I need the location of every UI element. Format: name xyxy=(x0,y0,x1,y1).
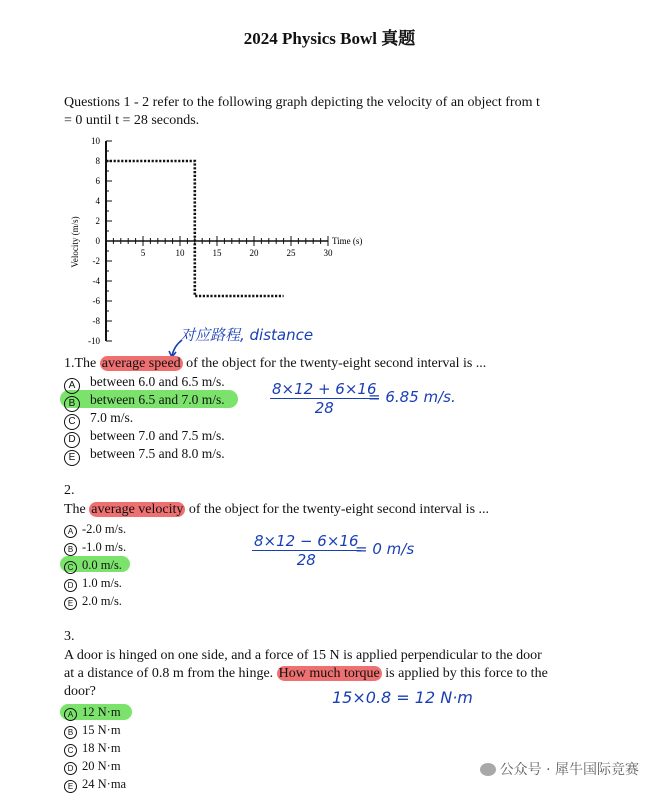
wechat-icon xyxy=(480,763,496,776)
q2-option-c[interactable]: C 0.0 m/s. xyxy=(64,557,122,574)
q1-calc-fraction xyxy=(270,380,379,417)
y-tick-label: 10 xyxy=(91,136,100,146)
question-2-number: 2. xyxy=(64,483,75,498)
q2-calc-fraction xyxy=(252,532,361,569)
option-circle-icon: D xyxy=(64,579,77,592)
option-circle-icon: B xyxy=(64,726,77,739)
q3-highlight: How much torque xyxy=(278,666,380,681)
question-1-stem xyxy=(64,355,486,373)
y-tick-label: 4 xyxy=(95,196,100,206)
q1-calc-denominator: 28 xyxy=(314,399,334,417)
velocity-time-graph xyxy=(66,134,376,349)
x-tick-label: 15 xyxy=(212,248,222,258)
q3-option-e[interactable]: E 24 N·ma xyxy=(64,776,126,793)
q3-option-a[interactable]: A 12 N·m xyxy=(64,704,121,721)
q1-highlight: average speed xyxy=(101,356,181,371)
x-tick-label: 30 xyxy=(323,248,333,258)
option-circle-icon: E xyxy=(64,450,80,466)
option-circle-icon: B xyxy=(64,396,80,412)
x-tick-label: 25 xyxy=(286,248,296,258)
option-circle-icon: B xyxy=(64,543,77,556)
option-circle-icon: E xyxy=(64,780,77,793)
x-tick-label: 20 xyxy=(249,248,259,258)
option-circle-icon: D xyxy=(64,432,80,448)
q1-option-c[interactable]: C 7.0 m/s. xyxy=(64,409,133,430)
page-title: 2024 Physics Bowl 真题 xyxy=(243,29,416,48)
graph-series xyxy=(106,161,284,296)
q3-calc: 15×0.8 = 12 N·m xyxy=(332,688,473,707)
q3-option-b[interactable]: B 15 N·m xyxy=(64,722,121,739)
y-tick-label: -2 xyxy=(92,256,100,266)
option-circle-icon: A xyxy=(64,378,80,394)
q1-calc-numerator: 8×12 + 6×16 xyxy=(272,380,377,398)
q3-option-d[interactable]: D 20 N·m xyxy=(64,758,121,775)
y-tick-label: -10 xyxy=(88,336,100,346)
q1-calc-result: = 6.85 m/s. xyxy=(368,388,456,406)
question-3-line-1: A door is hinged on one side, and a force of 15 N is applied perpendicular to the door xyxy=(64,648,542,663)
option-circle-icon: C xyxy=(64,414,80,430)
option-circle-icon: C xyxy=(64,561,77,574)
question-3-line-3: door? xyxy=(64,684,96,699)
q2-option-b[interactable]: B -1.0 m/s. xyxy=(64,539,126,556)
q3-suffix: is applied by this force to the xyxy=(381,666,548,681)
y-tick-label: -4 xyxy=(92,276,100,286)
q2-calc-result: = 0 m/s xyxy=(355,540,415,558)
q2-option-a[interactable]: A -2.0 m/s. xyxy=(64,521,126,538)
velocity-series-line xyxy=(106,161,284,296)
y-tick-label: -6 xyxy=(92,296,100,306)
question-3-line-2 xyxy=(64,665,548,683)
y-tick-label: 2 xyxy=(95,216,100,226)
q1-option-b[interactable]: B between 6.5 and 7.0 m/s. xyxy=(64,391,225,412)
y-axis-label: Velocity (m/s) xyxy=(70,216,80,268)
q2-option-e[interactable]: E 2.0 m/s. xyxy=(64,593,122,610)
question-3-number: 3. xyxy=(64,629,75,644)
q2-suffix: of the object for the twenty-eight second interval is ... xyxy=(185,502,490,517)
y-tick-label: 6 xyxy=(95,176,100,186)
question-2-stem xyxy=(64,501,489,519)
q1-option-e[interactable]: E between 7.5 and 8.0 m/s. xyxy=(64,445,225,466)
x-axis-label: Time (s) xyxy=(332,236,363,246)
q2-highlight: average velocity xyxy=(91,502,184,517)
y-tick-label: 0 xyxy=(95,236,100,246)
option-circle-icon: A xyxy=(64,708,77,721)
option-circle-icon: A xyxy=(64,525,77,538)
option-circle-icon: D xyxy=(64,762,77,775)
q1-suffix: of the object for the twenty-eight second interval is ... xyxy=(182,356,487,371)
q2-calc-numerator: 8×12 − 6×16 xyxy=(254,532,359,550)
x-tick-label: 5 xyxy=(140,248,146,258)
q3-option-c[interactable]: C 18 N·m xyxy=(64,740,121,757)
y-tick-label: -8 xyxy=(92,316,100,326)
q2-option-d[interactable]: D 1.0 m/s. xyxy=(64,575,122,592)
intro-line-1: Questions 1 - 2 refer to the following graph depicting the velocity of an object from t xyxy=(64,95,540,110)
option-circle-icon: E xyxy=(64,597,77,610)
y-tick-label: 8 xyxy=(95,156,100,166)
q3-prefix: at a distance of 0.8 m from the hinge. xyxy=(64,666,277,681)
watermark: 公众号 · 犀牛国际竞赛 xyxy=(480,759,639,779)
q2-prefix: The xyxy=(64,502,90,517)
handwritten-note: 对应路程, distance xyxy=(180,326,314,344)
option-circle-icon: C xyxy=(64,744,77,757)
q1-option-a[interactable]: A between 6.0 and 6.5 m/s. xyxy=(64,373,225,394)
q1-prefix: 1.The xyxy=(64,356,100,371)
x-tick-label: 10 xyxy=(175,248,185,258)
q2-calc-denominator: 28 xyxy=(296,551,316,569)
q1-option-d[interactable]: D between 7.0 and 7.5 m/s. xyxy=(64,427,225,448)
intro-line-2: = 0 until t = 28 seconds. xyxy=(64,113,200,128)
